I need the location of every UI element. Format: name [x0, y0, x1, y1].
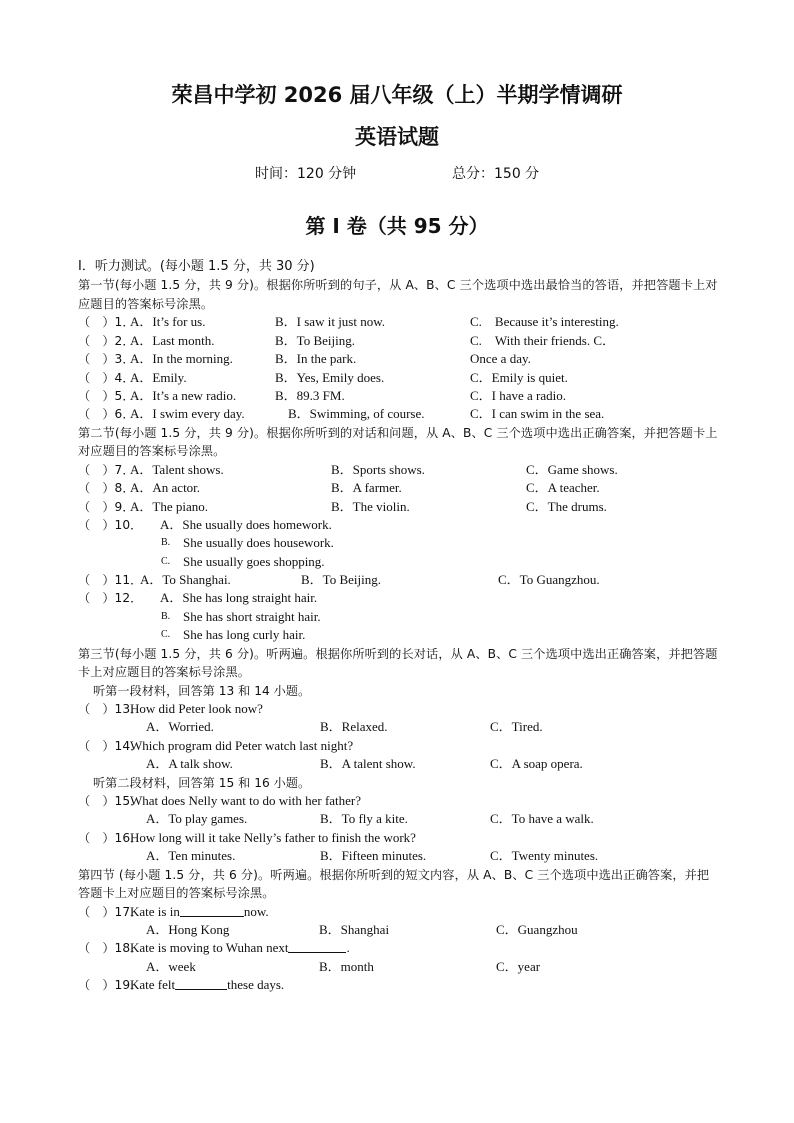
question-2 [78, 332, 718, 350]
answer-blank [180, 903, 244, 917]
exam-subject: 英语试题 [355, 125, 439, 149]
question-10-option-b [78, 534, 718, 552]
question-number: （ ）5． [78, 388, 135, 403]
option-b: B．A talent show. [320, 756, 416, 772]
option-a: A．To Shanghai. [140, 572, 231, 588]
volume-heading: 第 I 卷（共 95 分） [305, 214, 489, 238]
question-stem: Kate is in now. [130, 903, 269, 919]
question-number: （ ）11． [78, 573, 143, 588]
option-c: C．A teacher. [526, 480, 600, 496]
exam-title: 荣昌中学初 2026 届八年级（上）半期学情调研 [171, 83, 623, 107]
question-4 [78, 369, 718, 387]
question-stem: How long will it take Nelly’s father to finish the work? [130, 829, 416, 845]
question-12-option-b [78, 608, 718, 626]
option-a: A．Hong Kong [146, 921, 230, 937]
question-15 [78, 792, 718, 810]
question-10 [78, 516, 718, 534]
question-13-options [78, 718, 718, 736]
option-c-letter: C. [161, 629, 171, 641]
option-b: B．89.3 FM. [275, 387, 345, 403]
option-c: C. With their friends. C． [470, 332, 615, 348]
option-a: A．week [146, 958, 196, 974]
question-number: （ ）15． [78, 793, 143, 808]
question-number: （ ）8． [78, 481, 135, 496]
exam-content [78, 258, 718, 995]
question-18-options [78, 958, 718, 976]
option-c: C．Emily is quiet. [470, 369, 568, 385]
question-7 [78, 461, 718, 479]
question-3 [78, 350, 718, 368]
option-b: B．A farmer. [331, 480, 402, 496]
option-b: B．To Beijing. [301, 572, 381, 588]
question-10-option-c [78, 553, 718, 571]
question-number: （ ）16． [78, 830, 143, 845]
part2-intro: 第二节(每小题 1.5 分，共 9 分)。根据你所听到的对话和问题，从 A、B、C 三个选项中选出正确答案，并把答题卡上对应题目的答案标号涂黑。 [78, 425, 718, 459]
option-a: A．Talent shows. [130, 461, 224, 477]
option-b: B．Swimming, of course. [288, 406, 425, 422]
option-b: B．Fifteen minutes. [320, 848, 427, 864]
material-2: 听第二段材料，回答第 15 和 16 小题。 [93, 775, 311, 790]
question-number: （ ）6． [78, 407, 135, 422]
option-c: C．Twenty minutes. [490, 848, 599, 864]
question-number: （ ）19． [78, 978, 143, 993]
question-5 [78, 387, 718, 405]
option-b: B．In the park. [275, 351, 357, 367]
question-12-option-c [78, 626, 718, 644]
option-b-letter: B. [161, 537, 171, 549]
option-c: Once a day. [470, 351, 531, 367]
option-c: C. Because it’s interesting. [470, 314, 619, 330]
option-c: C．The drums. [526, 498, 607, 514]
part1-intro: 第一节(每小题 1.5 分，共 9 分)。根据你所听到的句子，从 A、B、C 三个选项中选出最恰当的答语，并把答题卡上对应题目的答案标号涂黑。 [78, 278, 718, 311]
option-b: B．Sports shows. [331, 461, 425, 477]
option-c: C．I have a radio. [470, 387, 567, 403]
option-b: B．To fly a kite. [320, 811, 408, 827]
option-c: She usually goes shopping. [183, 553, 325, 569]
question-number: （ ）4． [78, 370, 135, 385]
option-c: C．A soap opera. [490, 756, 583, 772]
question-6 [78, 405, 718, 423]
option-a: A．It’s for us. [130, 314, 206, 330]
option-b: B．I saw it just now. [275, 314, 386, 330]
question-11 [78, 571, 718, 589]
question-18 [78, 939, 718, 957]
option-b: She has short straight hair. [183, 608, 321, 624]
question-15-options [78, 810, 718, 828]
question-16 [78, 829, 718, 847]
option-c: C．Tired. [490, 719, 543, 735]
answer-blank [175, 976, 227, 990]
exam-score: 总分：150 分 [452, 166, 540, 182]
option-a: A．It’s a new radio. [130, 387, 237, 403]
option-c: She has long curly hair. [183, 627, 306, 643]
option-b: B．Shanghai [319, 921, 390, 937]
question-13 [78, 700, 718, 718]
option-a: A．She usually does homework. [160, 516, 332, 532]
part3-intro: 第三节(每小题 1.5 分，共 6 分)。听两遍。根据你所听到的长对话，从 A、B、C 三个选项中选出正确答案，并把答题卡上对应题目的答案标号涂黑。 [78, 646, 718, 680]
option-b: B．The violin. [331, 498, 410, 514]
question-9 [78, 498, 718, 516]
question-number: （ ）12． [78, 591, 143, 606]
section-title: I．听力测试。(每小题 1.5 分，共 30 分) [78, 259, 315, 274]
question-14-options [78, 755, 718, 773]
question-stem: What does Nelly want to do with her father? [130, 792, 362, 808]
option-a: A．I swim every day. [130, 406, 245, 422]
question-number: （ ）9． [78, 499, 135, 514]
option-b: B．Yes, Emily does. [275, 369, 385, 385]
question-number: （ ）7． [78, 462, 135, 477]
option-c: C．To Guangzhou. [498, 572, 600, 588]
question-stem: Which program did Peter watch last night? [130, 737, 354, 753]
question-number: （ ）1． [78, 315, 135, 330]
question-number: （ ）3． [78, 352, 135, 367]
option-a: A．The piano. [130, 498, 208, 514]
question-number: （ ）2． [78, 333, 135, 348]
answer-blank [288, 939, 346, 953]
question-8 [78, 479, 718, 497]
question-12 [78, 589, 718, 607]
question-number: （ ）10． [78, 517, 143, 532]
exam-time: 时间：120 分钟 [255, 166, 357, 182]
part4-intro: 第四节 (每小题 1.5 分，共 6 分)。听两遍。根据你所听到的短文内容，从 A、B、C 三个选项中选出正确答案，并把答题卡上对应题目的答案标号涂黑。 [78, 867, 710, 901]
question-19 [78, 976, 718, 994]
material-1: 听第一段材料，回答第 13 和 14 小题。 [93, 683, 311, 698]
option-b: She usually does housework. [183, 535, 334, 551]
option-c: C．To have a walk. [490, 811, 594, 827]
option-a: A．A talk show. [146, 756, 233, 772]
question-number: （ ）18． [78, 941, 143, 956]
question-stem: Kate is moving to Wuhan next . [130, 940, 350, 956]
option-b: B．month [319, 958, 374, 974]
question-17-options [78, 921, 718, 939]
question-stem: How did Peter look now? [130, 701, 263, 717]
option-a: A．Last month. [130, 332, 215, 348]
option-a: A．To play games. [146, 811, 248, 827]
option-a: A．Ten minutes. [146, 848, 236, 864]
option-c: C．I can swim in the sea. [470, 406, 605, 422]
question-number: （ ）14． [78, 738, 143, 753]
option-b-letter: B. [161, 610, 171, 622]
question-stem: Kate felt these days. [130, 977, 285, 993]
option-b: B．Relaxed. [320, 719, 388, 735]
question-14 [78, 737, 718, 755]
option-a: A．An actor. [130, 480, 201, 496]
option-c-letter: C. [161, 555, 171, 567]
question-1 [78, 313, 718, 331]
question-17 [78, 903, 718, 921]
option-c: C．Game shows. [526, 461, 618, 477]
question-number: （ ）13． [78, 702, 143, 717]
option-a: A．In the morning. [130, 351, 233, 367]
option-a: A．Worried. [146, 719, 214, 735]
option-b: B．To Beijing. [275, 332, 355, 348]
option-a: A．Emily. [130, 369, 187, 385]
question-number: （ ）17． [78, 904, 143, 919]
option-c: C．year [496, 958, 541, 974]
option-a: A．She has long straight hair. [160, 590, 318, 606]
option-c: C．Guangzhou [496, 921, 578, 937]
question-16-options [78, 847, 718, 865]
